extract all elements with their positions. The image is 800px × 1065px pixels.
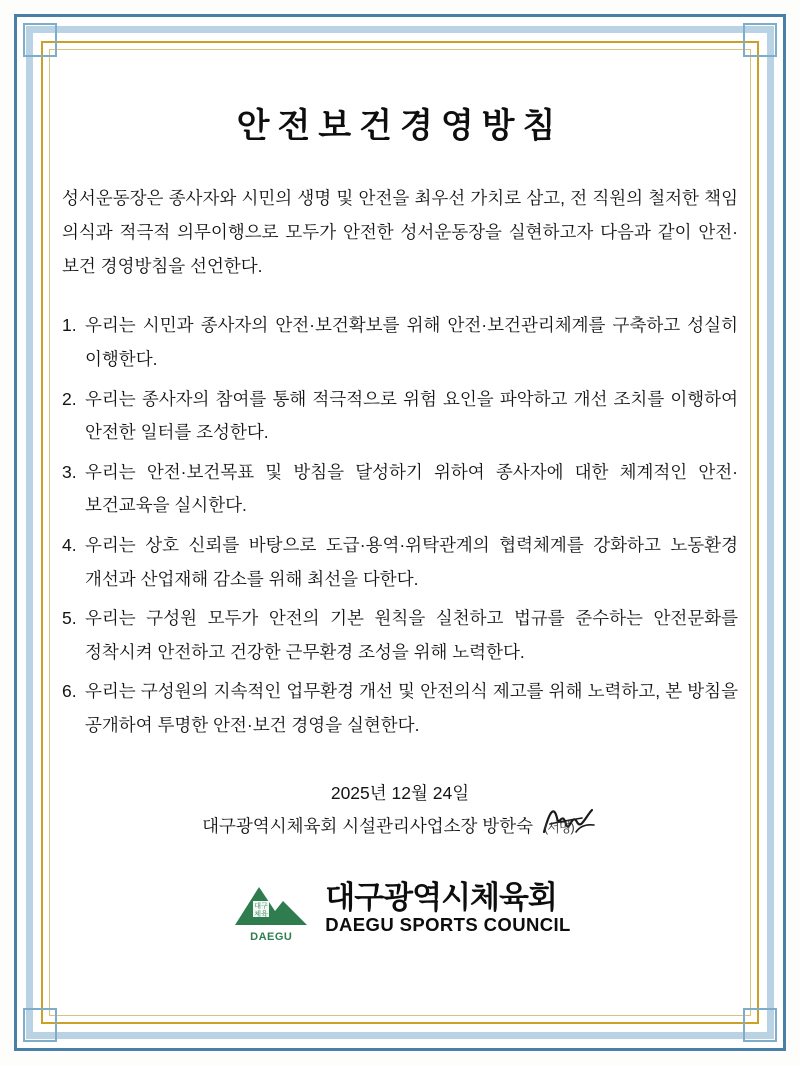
page-title: 안전보건경영방침 (236, 107, 564, 145)
list-item (62, 675, 738, 742)
clause-number: 6. (62, 681, 77, 702)
clause-number: 2. (62, 388, 77, 409)
document-content (46, 44, 754, 1021)
clause-text: 우리는 구성원의 지속적인 업무환경 개선 및 안전의식 제고를 위해 노력하고, 본 방침을 공개하여 투명한 안전·보건 경영을 실현한다. (85, 681, 738, 735)
daegu-mountain-icon (229, 875, 313, 941)
signature-block (60, 777, 740, 844)
list-item (62, 529, 738, 596)
seal-label: (서명) (543, 819, 574, 835)
clause-text: 우리는 종사자의 참여를 통해 적극적으로 위험 요인을 파악하고 개선 조치를 이행하여 안전한 일터를 조성한다. (85, 388, 738, 443)
organization-name (325, 882, 570, 934)
list-item (62, 602, 738, 669)
list-item (62, 383, 738, 450)
list-item (62, 456, 738, 523)
svg-text:체육: 체육 (254, 911, 269, 918)
clause-number: 1. (62, 315, 77, 336)
organization-name-kr: 대구광역시체육회 (325, 880, 557, 916)
organization-logo (60, 875, 740, 941)
signature-seal-icon (536, 810, 598, 840)
clause-text: 우리는 안전·보건목표 및 방침을 달성하기 위하여 종사자에 대한 체계적인 안전·보건교육을 실시한다. (85, 461, 738, 516)
svg-text:대구: 대구 (254, 903, 269, 910)
clause-number: 4. (62, 534, 77, 555)
clause-number: 5. (62, 608, 77, 629)
signature-line (202, 810, 598, 843)
clause-text: 우리는 구성원 모두가 안전의 기본 원칙을 실천하고 법규를 준수하는 안전문화를 정착시켜 안전하고 건강한 근무환경 조성을 위해 노력한다. (85, 608, 738, 662)
list-item (62, 309, 738, 376)
signature-date: 2025년 12월 24일 (330, 782, 470, 803)
clause-list (62, 309, 738, 742)
logo-mark-label: DAEGU (250, 931, 293, 943)
clause-number: 3. (62, 461, 77, 482)
clause-text: 우리는 상호 신뢰를 바탕으로 도급·용역·위탁관계의 협력체계를 강화하고 노동환경 개선과 산업재해 감소를 위해 최선을 다한다. (85, 534, 738, 589)
preamble-paragraph: 성서운동장은 종사자와 시민의 생명 및 안전을 최우선 가치로 삼고, 전 직원의 철저한 책임 의식과 적극적 의무이행으로 모두가 안전한 성서운동장을 실현하고자 다음과 같이 안전·보건 경영방침을 선언한다. (62, 188, 738, 277)
organization-name-en: DAEGU SPORTS COUNCIL (325, 913, 571, 935)
signer-name: 대구광역시체육회 시설관리사업소장 방한숙 (202, 815, 534, 836)
clause-text: 우리는 시민과 종사자의 안전·보건확보를 위해 안전·보건관리체계를 구축하고 성실히 이행한다. (85, 315, 738, 369)
